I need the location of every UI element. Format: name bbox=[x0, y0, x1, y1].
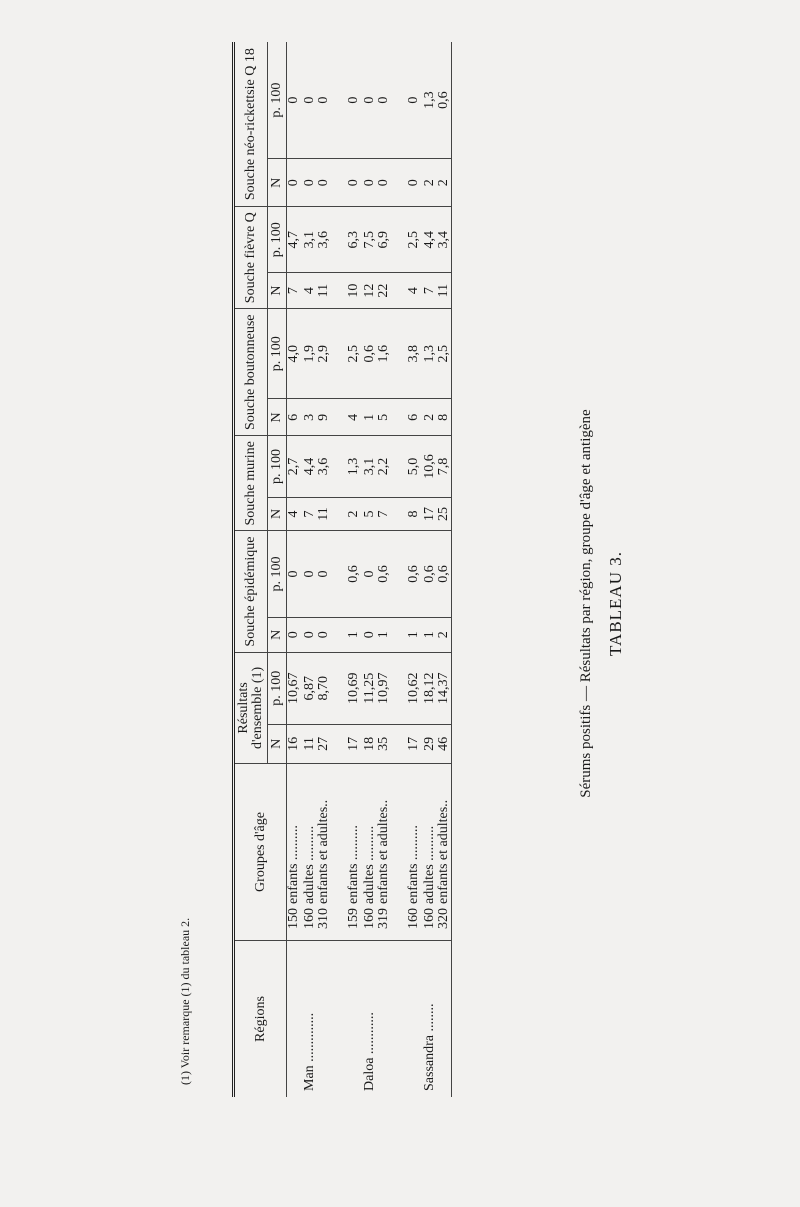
cell-epi-n: 1 bbox=[347, 617, 363, 652]
cell-epi-p: 0,6 bbox=[423, 531, 437, 617]
cell-fq-p: 3,4 bbox=[437, 207, 452, 273]
subheader-n: N bbox=[268, 724, 287, 763]
cell-fq-p: 4,7 bbox=[287, 207, 303, 273]
sample-count: 150 bbox=[286, 908, 301, 929]
cell-epi-n: 0 bbox=[317, 617, 331, 652]
spacer-cell bbox=[391, 436, 407, 497]
cell-epi-p: 0,6 bbox=[377, 531, 391, 617]
results-table-wrapper bbox=[232, 42, 452, 1097]
age-group-label: adultes .......... bbox=[421, 825, 437, 904]
cell-bou-p: 1,3 bbox=[423, 309, 437, 399]
cell-ens-n: 17 bbox=[347, 724, 363, 763]
cell-ens-n: 46 bbox=[437, 724, 452, 763]
region-name: Daloa ............ bbox=[361, 1012, 377, 1091]
table-subtitle: Sérums positifs — Résultats par région, groupe d'âge et antigène bbox=[578, 409, 594, 798]
table-row bbox=[363, 42, 377, 1097]
spacer-cell bbox=[391, 399, 407, 436]
results-table bbox=[232, 42, 452, 1097]
cell-mur-p: 3,1 bbox=[363, 436, 377, 497]
cell-ens-n: 11 bbox=[303, 724, 317, 763]
cell-mur-p: 7,8 bbox=[437, 436, 452, 497]
cell-bou-n: 9 bbox=[317, 399, 331, 436]
spacer-cell bbox=[331, 497, 347, 531]
subheader-p: p. 100 bbox=[268, 436, 287, 497]
cell-bou-n: 2 bbox=[423, 399, 437, 436]
region-cell-empty bbox=[347, 941, 363, 1098]
spacer-cell bbox=[331, 764, 347, 941]
cell-fq-p: 6,3 bbox=[347, 207, 363, 273]
cell-epi-p: 0 bbox=[317, 531, 331, 617]
cell-mur-n: 17 bbox=[423, 497, 437, 531]
cell-mur-n: 2 bbox=[347, 497, 363, 531]
subheader-p: p. 100 bbox=[268, 207, 287, 273]
header-ages: Groupes d'âge bbox=[234, 764, 287, 941]
cell-neo-p: 0 bbox=[347, 42, 363, 159]
subheader-n: N bbox=[268, 273, 287, 309]
age-group-label: enfants .......... bbox=[345, 825, 361, 904]
age-group-cell bbox=[437, 764, 452, 941]
cell-neo-p: 0 bbox=[363, 42, 377, 159]
spacer-cell bbox=[391, 42, 407, 159]
cell-neo-n: 0 bbox=[407, 159, 423, 207]
cell-ens-n: 35 bbox=[377, 724, 391, 763]
cell-fq-n: 7 bbox=[423, 273, 437, 309]
region-cell-empty bbox=[407, 941, 423, 1098]
header-fievre: Souche fièvre Q bbox=[234, 207, 268, 309]
age-group-label: enfants et adultes.. bbox=[315, 799, 331, 904]
cell-ens-n: 27 bbox=[317, 724, 331, 763]
cell-fq-n: 10 bbox=[347, 273, 363, 309]
cell-mur-p: 3,6 bbox=[317, 436, 331, 497]
cell-mur-n: 7 bbox=[377, 497, 391, 531]
subheader-n: N bbox=[268, 399, 287, 436]
subheader-n: N bbox=[268, 159, 287, 207]
cell-neo-p: 0 bbox=[317, 42, 331, 159]
header-epidemique: Souche épidémique bbox=[234, 531, 268, 653]
cell-bou-n: 3 bbox=[303, 399, 317, 436]
cell-mur-n: 25 bbox=[437, 497, 452, 531]
region-cell-empty bbox=[317, 941, 331, 1098]
spacer-cell bbox=[331, 436, 347, 497]
region-name: Man .............. bbox=[301, 1012, 317, 1091]
cell-bou-p: 4,0 bbox=[287, 309, 303, 399]
subheader-n: N bbox=[268, 497, 287, 531]
cell-mur-p: 2,7 bbox=[287, 436, 303, 497]
age-group-cell bbox=[407, 764, 423, 941]
cell-neo-n: 0 bbox=[347, 159, 363, 207]
table-title: TABLEAU 3. bbox=[606, 551, 625, 656]
age-group-label: adultes .......... bbox=[361, 825, 377, 904]
cell-neo-p: 0 bbox=[287, 42, 303, 159]
cell-ens-p: 8,70 bbox=[317, 652, 331, 724]
cell-mur-p: 1,3 bbox=[347, 436, 363, 497]
cell-epi-n: 0 bbox=[363, 617, 377, 652]
region-cell-empty bbox=[377, 941, 391, 1098]
header-regions: Régions bbox=[234, 941, 287, 1098]
table-row bbox=[377, 42, 391, 1097]
spacer-cell bbox=[331, 159, 347, 207]
cell-neo-n: 0 bbox=[287, 159, 303, 207]
cell-epi-p: 0,6 bbox=[437, 531, 452, 617]
subheader-p: p. 100 bbox=[268, 42, 287, 159]
sample-count: 159 bbox=[345, 908, 361, 929]
cell-bou-n: 6 bbox=[407, 399, 423, 436]
cell-ens-n: 17 bbox=[407, 724, 423, 763]
cell-fq-n: 22 bbox=[377, 273, 391, 309]
cell-fq-p: 2,5 bbox=[407, 207, 423, 273]
cell-neo-n: 0 bbox=[377, 159, 391, 207]
cell-ens-p: 18,12 bbox=[423, 652, 437, 724]
cell-fq-p: 3,1 bbox=[303, 207, 317, 273]
cell-fq-n: 11 bbox=[437, 273, 452, 309]
cell-mur-n: 8 bbox=[407, 497, 423, 531]
cell-epi-p: 0 bbox=[287, 531, 303, 617]
sample-count: 160 bbox=[361, 908, 377, 929]
spacer-cell bbox=[331, 42, 347, 159]
cell-mur-n: 4 bbox=[287, 497, 303, 531]
cell-bou-p: 2,5 bbox=[437, 309, 452, 399]
row-spacer bbox=[391, 42, 407, 1097]
age-group-cell bbox=[317, 764, 331, 941]
cell-epi-p: 0 bbox=[363, 531, 377, 617]
spacer-cell bbox=[331, 531, 347, 617]
cell-neo-p: 0,6 bbox=[437, 42, 452, 159]
cell-neo-p: 1,3 bbox=[423, 42, 437, 159]
cell-epi-n: 0 bbox=[287, 617, 303, 652]
cell-ens-p: 14,37 bbox=[437, 652, 452, 724]
age-group-label: enfants .......... bbox=[286, 825, 301, 904]
cell-fq-p: 3,6 bbox=[317, 207, 331, 273]
subheader-p: p. 100 bbox=[268, 652, 287, 724]
spacer-cell bbox=[391, 617, 407, 652]
age-group-cell bbox=[423, 764, 437, 941]
cell-mur-n: 7 bbox=[303, 497, 317, 531]
spacer-cell bbox=[391, 273, 407, 309]
header-boutonneuse: Souche boutonneuse bbox=[234, 309, 268, 436]
age-group-cell bbox=[303, 764, 317, 941]
sample-count: 160 bbox=[421, 908, 437, 929]
table-row bbox=[287, 42, 303, 1097]
cell-epi-n: 2 bbox=[437, 617, 452, 652]
cell-epi-p: 0 bbox=[303, 531, 317, 617]
cell-epi-n: 0 bbox=[303, 617, 317, 652]
sample-count: 310 bbox=[315, 908, 331, 929]
spacer-cell bbox=[391, 309, 407, 399]
age-group-label: adultes .......... bbox=[301, 825, 317, 904]
cell-ens-p: 10,97 bbox=[377, 652, 391, 724]
spacer-cell bbox=[391, 159, 407, 207]
cell-epi-p: 0,6 bbox=[347, 531, 363, 617]
cell-neo-n: 2 bbox=[437, 159, 452, 207]
spacer-cell bbox=[391, 207, 407, 273]
cell-fq-n: 7 bbox=[287, 273, 303, 309]
table-row bbox=[423, 42, 437, 1097]
cell-bou-n: 8 bbox=[437, 399, 452, 436]
spacer-cell bbox=[391, 652, 407, 724]
cell-bou-p: 2,5 bbox=[347, 309, 363, 399]
table-row bbox=[317, 42, 331, 1097]
subheader-p: p. 100 bbox=[268, 309, 287, 399]
cell-neo-n: 0 bbox=[303, 159, 317, 207]
spacer-cell bbox=[391, 941, 407, 1098]
cell-bou-p: 0,6 bbox=[363, 309, 377, 399]
cell-epi-n: 1 bbox=[377, 617, 391, 652]
age-group-label: enfants et adultes.. bbox=[375, 799, 391, 904]
spacer-cell bbox=[391, 531, 407, 617]
spacer-cell bbox=[331, 399, 347, 436]
cell-fq-n: 11 bbox=[317, 273, 331, 309]
spacer-cell bbox=[331, 617, 347, 652]
age-group-cell bbox=[287, 764, 303, 941]
cell-bou-n: 1 bbox=[363, 399, 377, 436]
spacer-cell bbox=[391, 497, 407, 531]
cell-ens-n: 16 bbox=[287, 724, 303, 763]
cell-neo-n: 0 bbox=[317, 159, 331, 207]
cell-mur-p: 10,6 bbox=[423, 436, 437, 497]
cell-ens-p: 11,25 bbox=[363, 652, 377, 724]
age-group-label: enfants .......... bbox=[405, 825, 421, 904]
region-name: Sassandra ........ bbox=[421, 1003, 437, 1091]
table-body bbox=[287, 42, 452, 1097]
cell-fq-n: 12 bbox=[363, 273, 377, 309]
table-row bbox=[347, 42, 363, 1097]
sample-count: 320 bbox=[435, 908, 451, 929]
spacer-cell bbox=[331, 273, 347, 309]
footnote: (1) Voir remarque (1) du tableau 2. bbox=[178, 917, 192, 1085]
cell-epi-p: 0,6 bbox=[407, 531, 423, 617]
cell-fq-n: 4 bbox=[407, 273, 423, 309]
cell-ens-p: 6,87 bbox=[303, 652, 317, 724]
cell-neo-p: 0 bbox=[303, 42, 317, 159]
age-group-cell bbox=[377, 764, 391, 941]
age-group-cell bbox=[347, 764, 363, 941]
header-neo: Souche néo-rickettsie Q 18 bbox=[234, 42, 268, 207]
cell-bou-p: 2,9 bbox=[317, 309, 331, 399]
table-row bbox=[407, 42, 423, 1097]
header-murine: Souche murine bbox=[234, 436, 268, 531]
cell-epi-n: 1 bbox=[423, 617, 437, 652]
sample-count: 160 bbox=[405, 908, 421, 929]
spacer-cell bbox=[391, 764, 407, 941]
cell-ens-p: 10,67 bbox=[287, 652, 303, 724]
spacer-cell bbox=[331, 941, 347, 1098]
cell-fq-p: 4,4 bbox=[423, 207, 437, 273]
cell-mur-p: 5,0 bbox=[407, 436, 423, 497]
cell-neo-n: 0 bbox=[363, 159, 377, 207]
subheader-p: p. 100 bbox=[268, 531, 287, 617]
region-cell-empty bbox=[287, 941, 303, 1098]
table-row bbox=[437, 42, 452, 1097]
sample-count: 160 bbox=[301, 908, 317, 929]
cell-bou-p: 1,6 bbox=[377, 309, 391, 399]
subheader-n: N bbox=[268, 617, 287, 652]
cell-mur-n: 5 bbox=[363, 497, 377, 531]
age-group-label: enfants et adultes.. bbox=[435, 799, 451, 904]
spacer-cell bbox=[391, 724, 407, 763]
cell-fq-p: 6,9 bbox=[377, 207, 391, 273]
cell-bou-p: 3,8 bbox=[407, 309, 423, 399]
cell-neo-p: 0 bbox=[377, 42, 391, 159]
age-group-cell bbox=[363, 764, 377, 941]
cell-ens-n: 18 bbox=[363, 724, 377, 763]
cell-bou-n: 6 bbox=[287, 399, 303, 436]
header-ensemble: Résultats d'ensemble (1) bbox=[234, 652, 268, 763]
cell-mur-n: 11 bbox=[317, 497, 331, 531]
row-spacer bbox=[331, 42, 347, 1097]
spacer-cell bbox=[331, 724, 347, 763]
cell-ens-n: 29 bbox=[423, 724, 437, 763]
cell-neo-n: 2 bbox=[423, 159, 437, 207]
cell-mur-p: 2,2 bbox=[377, 436, 391, 497]
cell-bou-p: 1,9 bbox=[303, 309, 317, 399]
cell-neo-p: 0 bbox=[407, 42, 423, 159]
cell-epi-n: 1 bbox=[407, 617, 423, 652]
spacer-cell bbox=[331, 652, 347, 724]
cell-bou-n: 4 bbox=[347, 399, 363, 436]
cell-fq-n: 4 bbox=[303, 273, 317, 309]
cell-mur-p: 4,4 bbox=[303, 436, 317, 497]
spacer-cell bbox=[331, 309, 347, 399]
spacer-cell bbox=[331, 207, 347, 273]
region-cell-empty bbox=[437, 941, 452, 1098]
cell-ens-p: 10,69 bbox=[347, 652, 363, 724]
cell-fq-p: 7,5 bbox=[363, 207, 377, 273]
cell-bou-n: 5 bbox=[377, 399, 391, 436]
table-row bbox=[303, 42, 317, 1097]
sample-count: 319 bbox=[375, 908, 391, 929]
cell-ens-p: 10,62 bbox=[407, 652, 423, 724]
